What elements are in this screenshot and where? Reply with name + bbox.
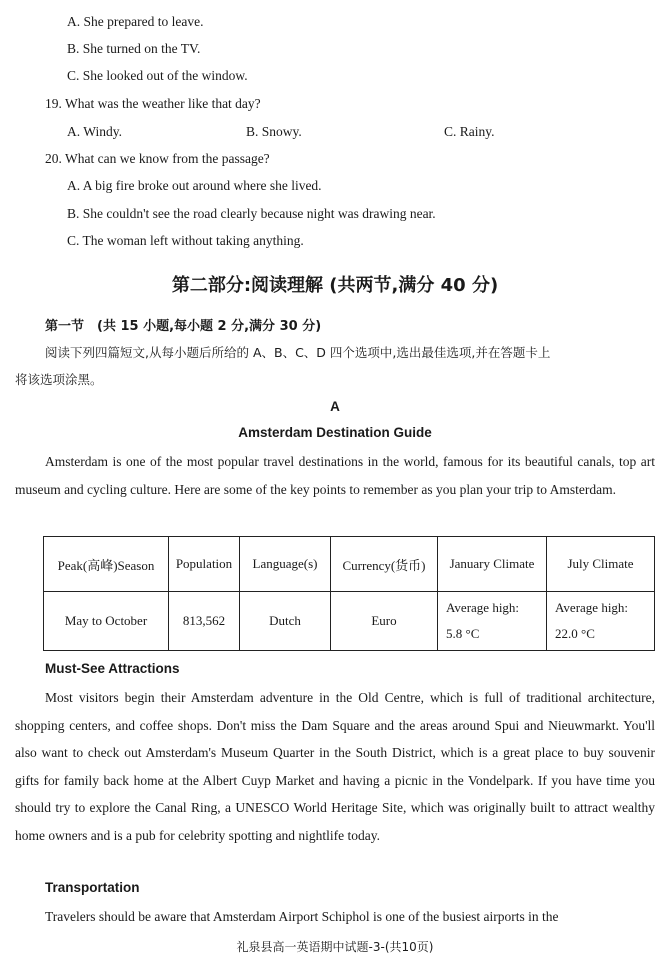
transport-text: Travelers should be aware that Amsterdam Airport Schiphol is one of the busiest airports in the [45, 909, 559, 924]
instruction-line1: 阅读下列四篇短文,从每小题后所给的 A、B、C、D 四个选项中,选出最佳选项,并在答题卡上 [45, 345, 551, 360]
table-cell-currency: Euro [331, 592, 438, 651]
attractions-text: Most visitors begin their Amsterdam adventure in the Old Centre, which is full of traditional architecture, shopping centers, and coffee shops. Don't miss the Dam Square and the areas around Spui and Nieuwmarkt. You'll also want to check out Amsterdam's Museum Quarter in the South District, which is a great place to buy souvenir gifts for family back home at the Albert Cuyp Market and having a picnic in the Vondelpark. If you have time you should try to explore the Canal Ring, a UNESCO World Heritage Site, which was originally built to attract wealthy home owners and is a pub for celebrity spotting and nightlife today. [15, 690, 655, 843]
table-header-cell: July Climate [547, 537, 655, 592]
table-header-cell: Currency(货币) [331, 537, 438, 592]
transport-paragraph [15, 903, 655, 931]
q19-option-c: C. Rainy. [444, 124, 495, 139]
passage-letter: A [330, 399, 340, 414]
table-cell-january [438, 592, 547, 651]
table-cell-season: May to October [44, 592, 169, 651]
part2-title: 第二部分:阅读理解 (共两节,满分 40 分) [171, 275, 499, 296]
january-label: Average high: [446, 600, 520, 615]
table-row [44, 592, 655, 651]
table-header-cell: Population [169, 537, 240, 592]
destination-table [43, 536, 655, 651]
july-value: 22.0 °C [555, 626, 595, 641]
attractions-paragraph [15, 684, 655, 849]
instruction-line2: 将该选项涂黑。 [15, 372, 103, 387]
table-header-cell: January Climate [438, 537, 547, 592]
q20-option-b: B. She couldn't see the road clearly because night was drawing near. [67, 206, 436, 221]
table-header-cell: Peak(高峰)Season [44, 537, 169, 592]
table-header-row [44, 537, 655, 592]
intro-text: Amsterdam is one of the most popular travel destinations in the world, famous for its beautiful canals, top art museum and cycling culture. Here are some of the key points to remember as you plan your trip to Amsterdam. [15, 454, 655, 497]
page-footer: 礼泉县高一英语期中试题-3-(共10页) [236, 940, 434, 954]
q20-option-c: C. The woman left without taking anything. [67, 233, 304, 248]
transport-heading: Transportation [45, 880, 140, 895]
q20-option-a: A. A big fire broke out around where she lived. [67, 178, 322, 193]
q18-option-c: C. She looked out of the window. [67, 68, 248, 83]
q19-option-a: A. Windy. [67, 124, 122, 139]
july-label: Average high: [555, 600, 629, 615]
q20-question: 20. What can we know from the passage? [45, 151, 270, 166]
table-cell-july [547, 592, 655, 651]
table-cell-language: Dutch [240, 592, 331, 651]
q19-option-b: B. Snowy. [246, 124, 302, 139]
intro-paragraph [15, 448, 655, 503]
table-cell-population: 813,562 [169, 592, 240, 651]
attractions-heading: Must-See Attractions [45, 661, 180, 676]
passage-title: Amsterdam Destination Guide [238, 425, 432, 440]
q19-question: 19. What was the weather like that day? [45, 96, 261, 111]
q18-option-a: A. She prepared to leave. [67, 14, 204, 29]
q18-option-b: B. She turned on the TV. [67, 41, 201, 56]
table-header-cell: Language(s) [240, 537, 331, 592]
january-value: 5.8 °C [446, 626, 480, 641]
section1-title: 第一节 (共 15 小题,每小题 2 分,满分 30 分) [45, 319, 322, 334]
